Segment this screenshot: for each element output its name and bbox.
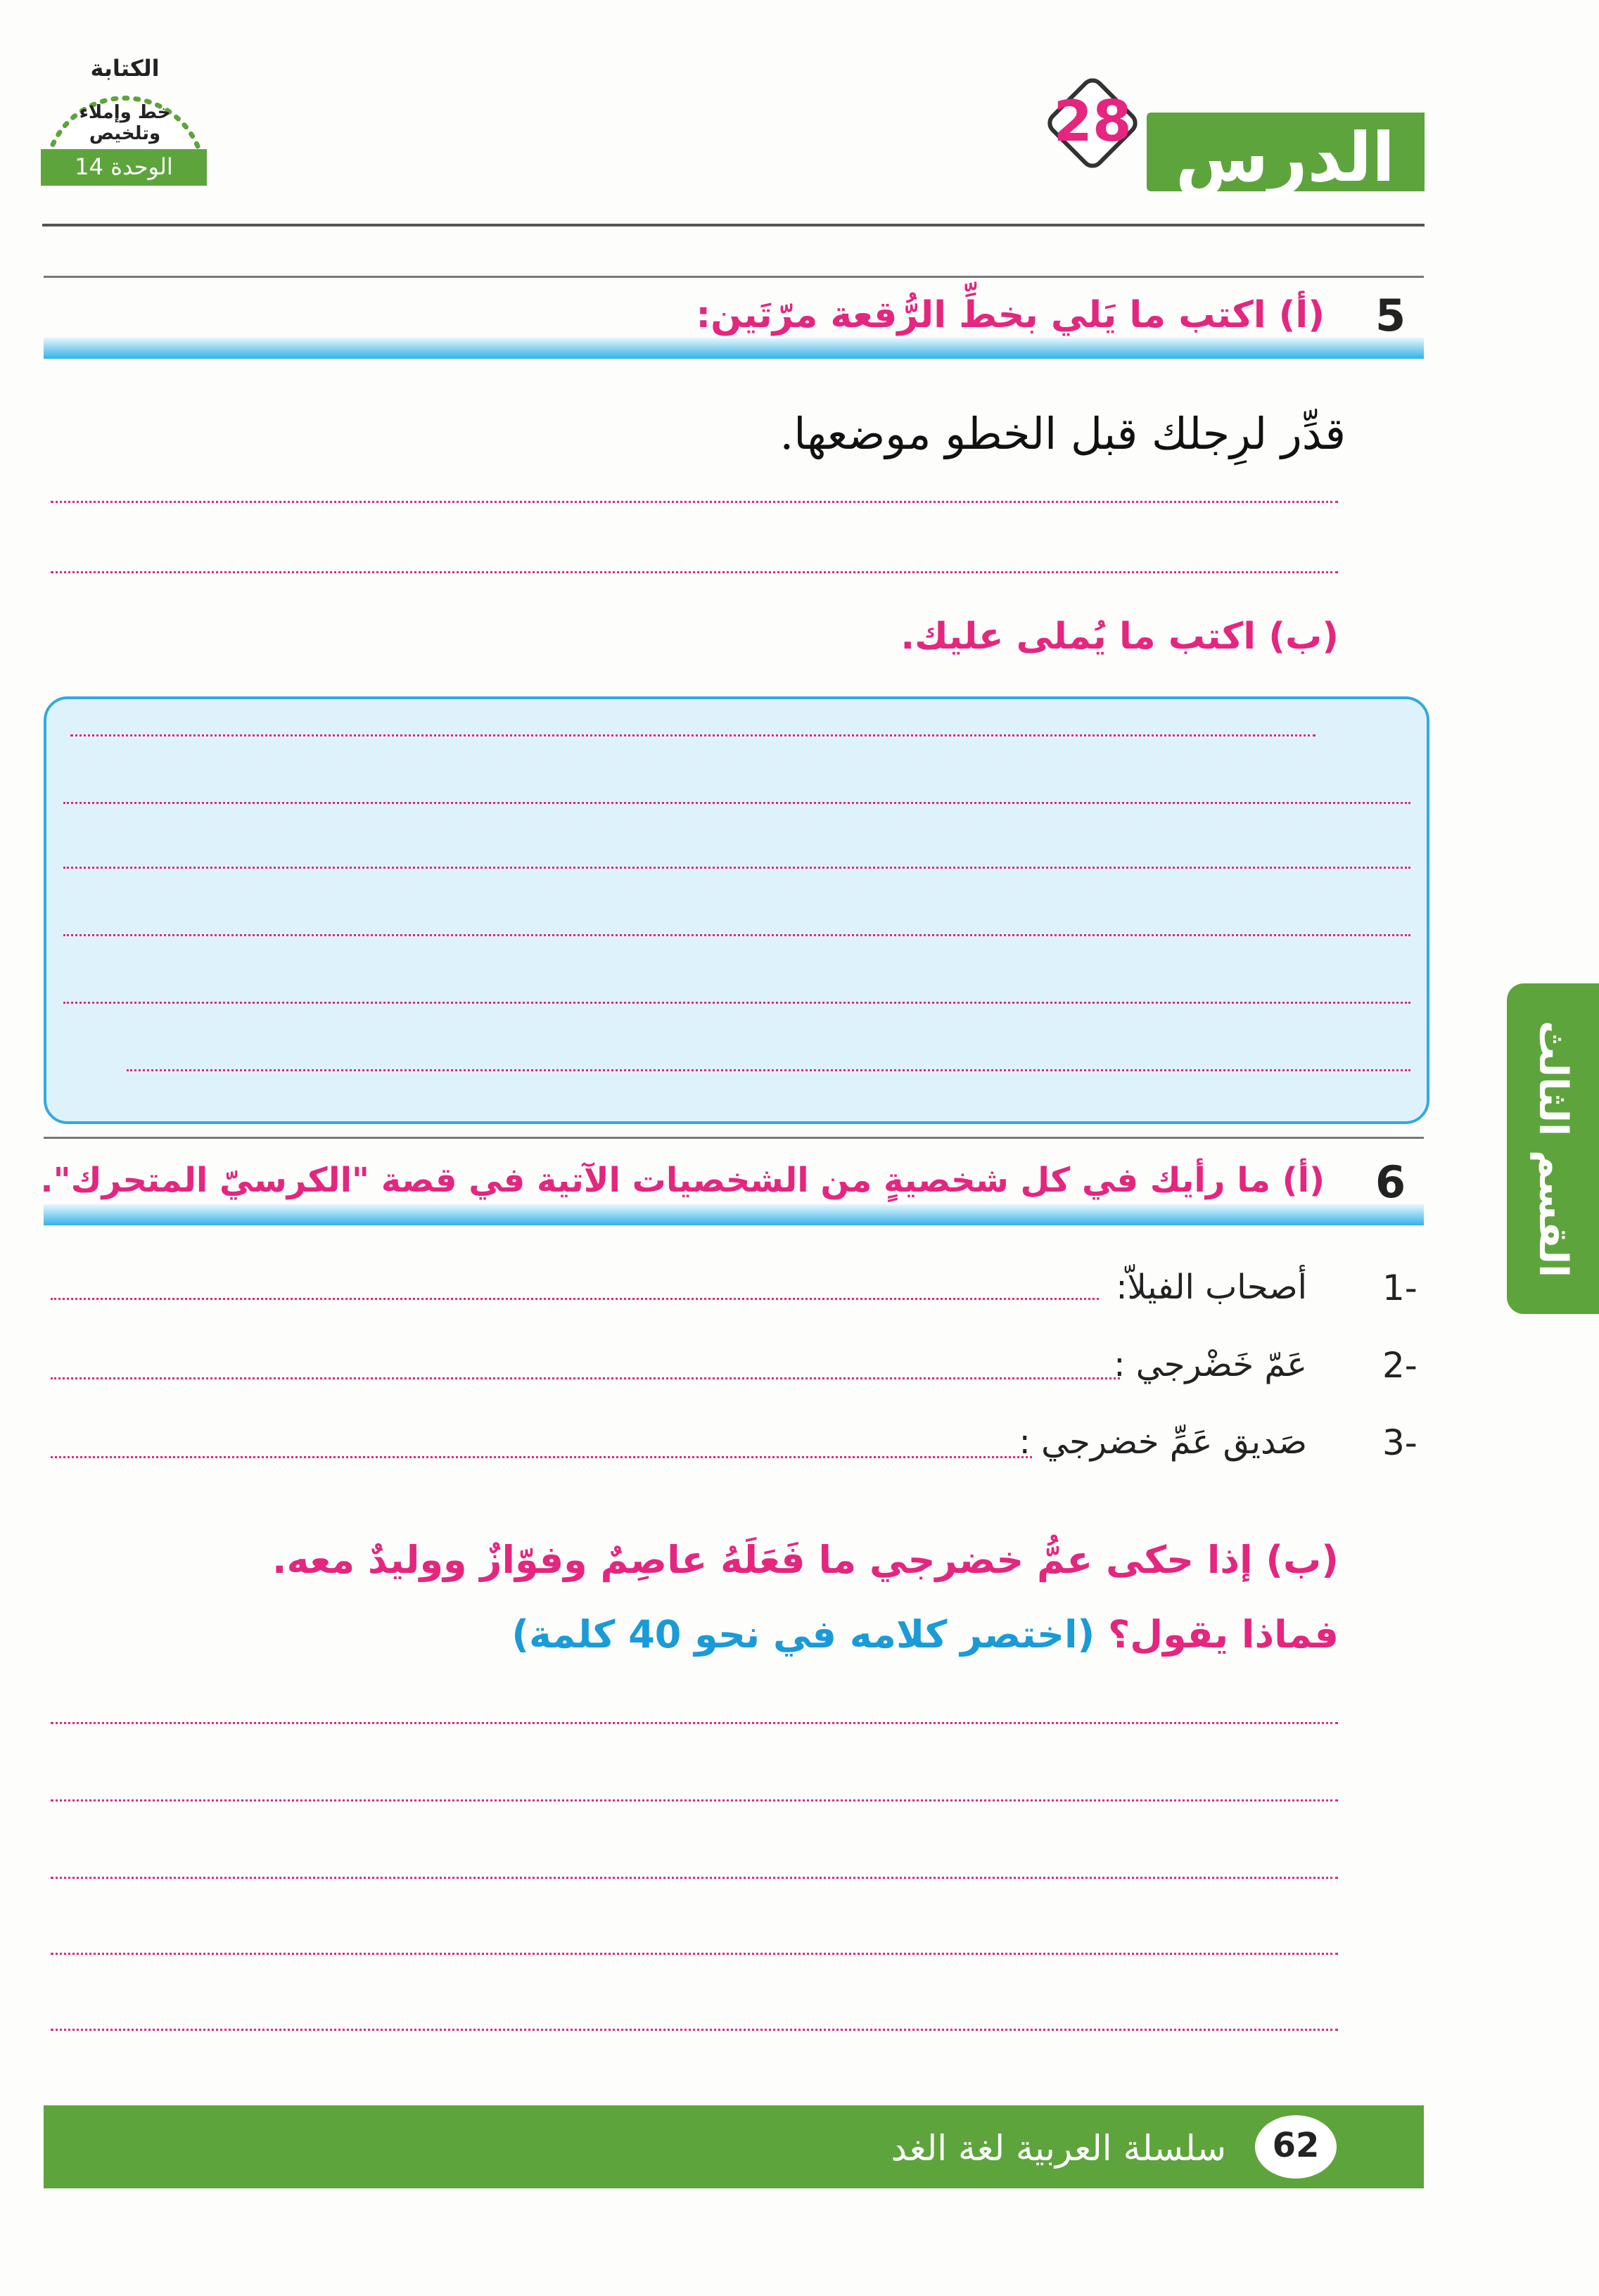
item-1-text: أصحاب الفيلاّ:: [1116, 1268, 1307, 1307]
section-divider: [44, 276, 1424, 278]
question-6b-title: (ب) إذا حكى عمُّ خضرجي ما فَعَلَهُ عاصِمٌ وفوّازٌ ووليدٌ معه.: [272, 1538, 1339, 1582]
question-6a-title: (أ) ما رأيك في كل شخصيةٍ من الشخصيات الآتية في قصة "الكرسيّ المتحرك".: [40, 1161, 1325, 1200]
writing-line[interactable]: [51, 571, 1338, 573]
dictation-line[interactable]: [127, 1069, 1410, 1071]
dictation-line[interactable]: [63, 934, 1410, 936]
question-6b-note: (اختصر كلامه في نحو 40 كلمة): [511, 1612, 1095, 1657]
item-2-number: 2-: [1382, 1345, 1418, 1386]
question-5-number: 5: [1375, 290, 1406, 341]
summary-line[interactable]: [51, 1722, 1338, 1724]
dictation-line[interactable]: [63, 867, 1410, 869]
question-5a-title: (أ) اكتب ما يَلي بخطِّ الرُّقعة مرّتَين:: [696, 294, 1325, 336]
question-5b-title: (ب) اكتب ما يُملى عليك.: [900, 616, 1339, 658]
question-6-number: 6: [1375, 1156, 1406, 1208]
answer-line[interactable]: [51, 1298, 1099, 1300]
header-divider: [42, 224, 1425, 227]
item-3-text: صَديق عَمِّ خضرجي :: [1019, 1422, 1307, 1462]
section-divider: [44, 1137, 1424, 1139]
question-6b-main: فماذا يقول؟: [1107, 1612, 1339, 1657]
side-tab-label: القسم الثالث: [1530, 1020, 1576, 1277]
writing-line[interactable]: [51, 501, 1338, 503]
summary-line[interactable]: [51, 1799, 1338, 1801]
question-6b-prompt: [511, 1612, 1339, 1657]
dictation-line[interactable]: [70, 734, 1315, 736]
calligraphy-sample: قدِّر لرِجلك قبل الخطو موضعها.: [779, 408, 1346, 459]
dictation-box: [44, 696, 1429, 1124]
page-number: 62: [1272, 2126, 1320, 2165]
summary-line[interactable]: [51, 1877, 1338, 1879]
lesson-label: الدرس: [1175, 118, 1395, 197]
summary-line[interactable]: [51, 2029, 1338, 2031]
item-1-number: 1-: [1382, 1268, 1418, 1308]
lesson-number: 28: [1053, 89, 1132, 154]
series-title: سلسلة العربية لغة الغد: [891, 2128, 1226, 2169]
dictation-line[interactable]: [63, 1002, 1410, 1004]
item-3-number: 3-: [1382, 1422, 1418, 1463]
unit-subtitle: خط وإملاء وتلخيص: [79, 102, 171, 144]
answer-line[interactable]: [51, 1377, 1120, 1379]
unit-title: الكتابة: [90, 55, 160, 82]
dictation-line[interactable]: [63, 802, 1410, 804]
unit-label: الوحدة 14: [75, 153, 173, 180]
item-2-text: عَمّ خَضْرجي :: [1114, 1345, 1307, 1384]
question-6-bar: [44, 1204, 1424, 1225]
question-5-bar: [44, 338, 1424, 359]
answer-line[interactable]: [51, 1456, 1032, 1458]
summary-line[interactable]: [51, 1953, 1338, 1955]
